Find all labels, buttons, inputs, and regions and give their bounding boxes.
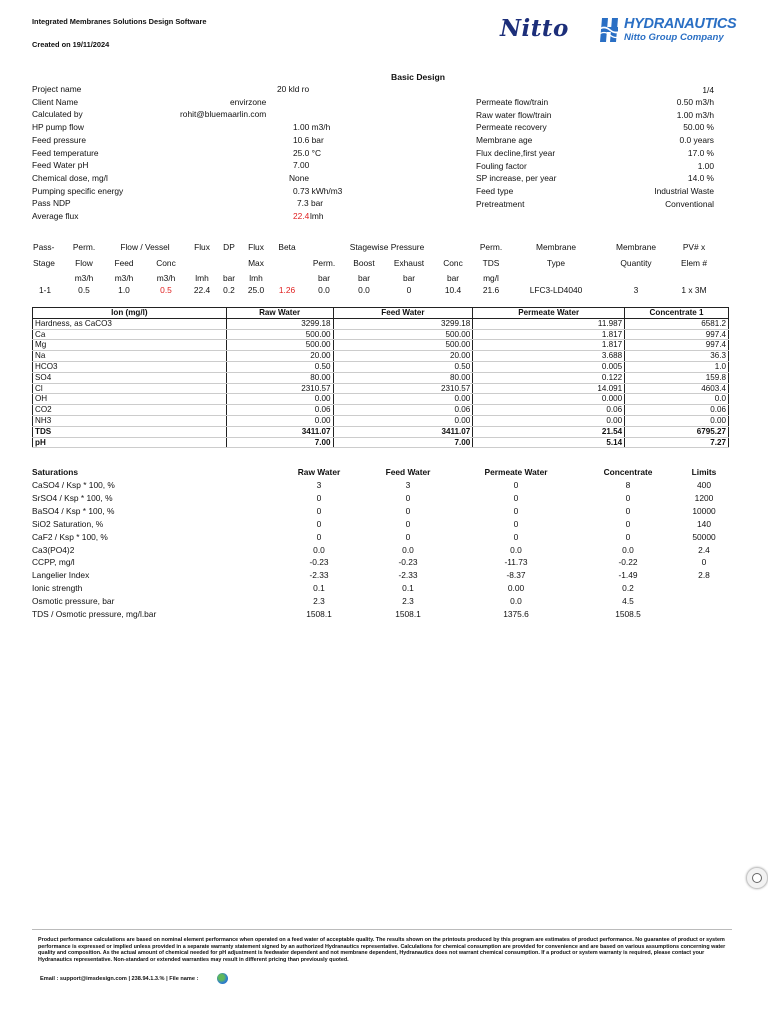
saturation-value: 0 xyxy=(405,492,411,503)
saturation-value: 1508.1 xyxy=(306,609,332,619)
basic-value: 1.00 xyxy=(697,160,714,171)
ion-cell: 500.00 xyxy=(333,340,473,351)
basic-label: Feed type xyxy=(476,185,514,196)
saturation-value: 0.00 xyxy=(507,583,525,594)
basic-value: 7.00 xyxy=(293,160,310,171)
saturation-value: 0.0 xyxy=(622,544,634,555)
saturation-value: 3 xyxy=(316,480,322,490)
ion-cell: 0.00 xyxy=(333,415,473,426)
stage-header: Exhaust xyxy=(393,258,425,268)
stage-cell: 10.4 xyxy=(444,285,462,295)
ion-table-header xyxy=(33,308,729,319)
ion-cell: 1.817 xyxy=(473,329,625,340)
basic-unit: lmh xyxy=(310,211,324,221)
ion-cell: Na xyxy=(33,351,227,362)
basic-value: 17.0 % xyxy=(687,147,714,158)
saturation-value: -1.49 xyxy=(618,570,638,581)
ion-cell: OH xyxy=(33,394,227,405)
ion-cell: 3299.18 xyxy=(226,318,333,329)
stage-cell: 1.26 xyxy=(278,285,296,295)
saturation-value: 4.5 xyxy=(622,596,634,607)
ion-cell: 0.06 xyxy=(226,405,333,416)
saturation-value: 0.0 xyxy=(510,596,522,607)
ion-cell: 6581.2 xyxy=(625,318,729,329)
basic-value: 14.0 % xyxy=(687,173,714,184)
ion-cell: 2310.57 xyxy=(333,383,473,394)
ion-cell: 0.000 xyxy=(473,394,625,405)
stage-header: Stagewise Pressure xyxy=(349,242,425,252)
ion-cell: Ca xyxy=(33,329,227,340)
saturation-value: 0 xyxy=(316,492,322,503)
table-row xyxy=(33,437,729,448)
stage-header: Flow xyxy=(75,258,93,268)
stage-header: bar xyxy=(402,273,416,283)
ion-column-header: Raw Water xyxy=(226,308,333,319)
ion-cell: Cl xyxy=(33,383,227,394)
saturation-label: TDS / Osmotic pressure, mg/l.bar xyxy=(32,609,157,619)
saturation-value: -11.73 xyxy=(504,557,528,568)
table-row xyxy=(33,318,729,329)
stage-header: Membrane xyxy=(615,242,657,252)
saturation-value: 2.4 xyxy=(698,544,710,555)
stage-header: mg/l xyxy=(483,273,499,283)
ion-cell: 0.50 xyxy=(226,361,333,372)
basic-label: HP pump flow xyxy=(32,122,84,133)
ion-cell: Mg xyxy=(33,340,227,351)
table-row xyxy=(33,426,729,437)
stage-header: Pass- xyxy=(33,242,55,252)
ion-cell: 997.4 xyxy=(625,329,729,340)
basic-label: SP increase, per year xyxy=(476,173,557,184)
table-row xyxy=(33,415,729,426)
stage-header: Membrane xyxy=(535,242,577,252)
ion-cell: 6795.27 xyxy=(625,426,729,437)
ion-cell: HCO3 xyxy=(33,361,227,372)
basic-value: None xyxy=(289,172,310,183)
saturation-label: Ionic strength xyxy=(32,583,83,594)
page-number: 1/4 xyxy=(702,85,714,95)
ion-cell: 3411.07 xyxy=(226,426,333,437)
basic-label: Pass NDP xyxy=(32,198,71,209)
saturation-value: 0 xyxy=(513,531,519,542)
basic-label: Feed Water pH xyxy=(32,160,89,171)
ion-cell: 11.987 xyxy=(473,318,625,329)
basic-value: rohit@bluemaarlin.com xyxy=(180,109,267,120)
ion-cell: pH xyxy=(33,437,227,448)
stage-header: Type xyxy=(546,258,566,268)
basic-value: 50.00 % xyxy=(683,122,714,133)
stage-header: Conc xyxy=(156,258,176,268)
basic-value: 1.00 m3/h xyxy=(293,122,331,133)
stage-header: bar xyxy=(357,273,371,283)
stage-cell: 0.0 xyxy=(318,285,330,295)
stage-header: Quantity xyxy=(620,258,652,268)
saturation-value: 10000 xyxy=(692,505,716,516)
ion-cell: 0.06 xyxy=(333,405,473,416)
stage-cell: 1 x 3M xyxy=(681,285,707,295)
saturation-value: 0 xyxy=(513,518,519,529)
ion-cell: 21.54 xyxy=(473,426,625,437)
ion-cell: 4603.4 xyxy=(625,383,729,394)
basic-value: envirzone xyxy=(230,96,267,107)
saturation-value: 0.0 xyxy=(510,544,522,555)
ion-column-header: Feed Water xyxy=(333,308,473,319)
stage-cell: 1.0 xyxy=(118,285,130,295)
hydranautics-tagline: Nitto Group Company xyxy=(624,32,724,43)
saturation-value: 0 xyxy=(405,531,411,542)
ion-cell: 80.00 xyxy=(333,372,473,383)
basic-value: 0.0 years xyxy=(679,135,714,146)
basic-label: Pretreatment xyxy=(476,198,525,209)
table-row xyxy=(33,329,729,340)
saturation-value: 0.2 xyxy=(622,583,634,594)
saturation-value: 0 xyxy=(316,505,322,516)
basic-label: Project name xyxy=(32,84,82,94)
basic-value: 7.3 bar xyxy=(297,198,324,209)
saturation-value: 8 xyxy=(625,480,631,490)
ion-cell: 7.27 xyxy=(625,437,729,448)
basic-label: Client Name xyxy=(32,96,79,107)
saturation-value: 0 xyxy=(513,492,519,503)
saturation-value: -8.37 xyxy=(506,570,526,581)
saturation-value: 0.1 xyxy=(402,583,414,594)
stage-cell: 0 xyxy=(406,285,412,295)
saturation-value: 1508.1 xyxy=(395,609,421,619)
saturation-value: 2.8 xyxy=(698,570,710,581)
ion-cell: Hardness, as CaCO3 xyxy=(33,318,227,329)
saturation-label: Osmotic pressure, bar xyxy=(32,596,115,607)
ion-cell: 14.091 xyxy=(473,383,625,394)
saturation-value: 0.0 xyxy=(313,544,325,555)
ion-cell: NH3 xyxy=(33,415,227,426)
ion-cell: 159.8 xyxy=(625,372,729,383)
stage-header: lmh xyxy=(195,273,209,283)
stage-cell: 21.6 xyxy=(482,285,500,295)
table-row xyxy=(33,383,729,394)
saturation-value: 0 xyxy=(513,480,519,490)
stage-header: Feed xyxy=(114,258,134,268)
saturation-label: CaSO4 / Ksp * 100, % xyxy=(32,480,115,490)
scroll-to-top-button[interactable] xyxy=(746,867,768,889)
basic-label: Permeate recovery xyxy=(476,122,547,133)
ion-cell: 3.688 xyxy=(473,351,625,362)
ion-cell: 0.00 xyxy=(333,394,473,405)
stage-cell: 0.0 xyxy=(358,285,370,295)
stage-header: bar xyxy=(222,273,236,283)
basic-label: Feed temperature xyxy=(32,147,99,158)
footer-divider xyxy=(32,929,732,930)
ion-cell: 20.00 xyxy=(226,351,333,362)
stage-header: TDS xyxy=(482,258,500,268)
ion-cell: 500.00 xyxy=(226,329,333,340)
stage-header: m3/h xyxy=(156,273,176,283)
ion-cell: 7.00 xyxy=(226,437,333,448)
footer-email: Email : support@imsdesign.com | 238.94.1.3.% | File name : xyxy=(40,976,199,982)
stage-header: Beta xyxy=(278,242,296,252)
stage-header: m3/h xyxy=(114,273,134,283)
saturation-value: 0 xyxy=(625,505,631,516)
saturation-label: Langelier Index xyxy=(32,570,90,581)
ion-cell: 0.00 xyxy=(625,415,729,426)
stage-header: DP xyxy=(223,242,235,252)
saturation-value: 0 xyxy=(316,531,322,542)
basic-label: Permeate flow/train xyxy=(476,97,549,107)
saturation-label: BaSO4 / Ksp * 100, % xyxy=(32,505,115,516)
nitto-logo: Nitto xyxy=(500,15,569,42)
basic-label: Average flux xyxy=(32,211,79,221)
saturation-value: 400 xyxy=(697,480,711,490)
stage-header: Max xyxy=(248,258,264,268)
stage-header: Perm. xyxy=(72,242,96,252)
ion-cell: 20.00 xyxy=(333,351,473,362)
basic-value: 25.0 °C xyxy=(293,147,322,158)
saturation-value: -2.33 xyxy=(309,570,329,581)
basic-label: Feed pressure xyxy=(32,134,86,145)
ion-cell: 500.00 xyxy=(226,340,333,351)
saturation-value: 3 xyxy=(405,480,411,490)
ion-cell: 0.50 xyxy=(333,361,473,372)
basic-label: Chemical dose, mg/l xyxy=(32,172,108,183)
saturation-header: Raw Water xyxy=(297,467,341,477)
saturation-value: 0 xyxy=(405,505,411,516)
ion-cell: 2310.57 xyxy=(226,383,333,394)
saturation-header: Limits xyxy=(691,467,717,477)
stage-header: Flux xyxy=(194,242,210,252)
basic-label: Flux decline,first year xyxy=(476,147,556,158)
ion-cell: 7.00 xyxy=(333,437,473,448)
ion-cell: 1.0 xyxy=(625,361,729,372)
saturation-value: -0.22 xyxy=(618,557,638,568)
ion-cell: 3299.18 xyxy=(333,318,473,329)
stage-cell: 0.5 xyxy=(78,285,90,295)
basic-value: 0.73 kWh/m3 xyxy=(293,185,343,196)
created-date: Created on 19/11/2024 xyxy=(32,40,110,49)
ion-cell: 0.06 xyxy=(625,405,729,416)
basic-value: Industrial Waste xyxy=(654,185,714,196)
stage-cell: 0.5 xyxy=(160,285,172,295)
saturation-value: 0 xyxy=(625,518,631,529)
ion-cell: TDS xyxy=(33,426,227,437)
table-row xyxy=(33,394,729,405)
stage-header: m3/h xyxy=(74,273,94,283)
stage-header: bar xyxy=(317,273,331,283)
ion-table xyxy=(32,307,729,448)
saturation-label: Ca3(PO4)2 xyxy=(32,544,75,555)
ion-cell: 997.4 xyxy=(625,340,729,351)
stage-header: lmh xyxy=(249,273,263,283)
ion-cell: 5.14 xyxy=(473,437,625,448)
saturation-value: 2.3 xyxy=(402,596,414,607)
ion-column-header: Concentrate 1 xyxy=(625,308,729,319)
basic-value: 0.50 m3/h xyxy=(676,97,714,107)
saturation-value: 1200 xyxy=(694,492,714,503)
stage-header: Stage xyxy=(33,258,55,268)
table-row xyxy=(33,405,729,416)
ion-cell: 0.122 xyxy=(473,372,625,383)
globe-icon xyxy=(217,973,228,984)
saturation-label: SiO2 Saturation, % xyxy=(32,518,104,529)
ion-cell: SO4 xyxy=(33,372,227,383)
ion-cell: CO2 xyxy=(33,405,227,416)
stage-header: Flux xyxy=(248,242,264,252)
basic-value: 1.00 m3/h xyxy=(676,109,714,120)
saturation-value: 2.3 xyxy=(313,596,325,607)
saturation-value: 0 xyxy=(625,492,631,503)
ion-cell: 0.005 xyxy=(473,361,625,372)
basic-label: Calculated by xyxy=(32,109,83,120)
hydranautics-icon xyxy=(598,16,622,44)
saturation-header: Saturations xyxy=(32,467,79,477)
saturation-value: 1375.6 xyxy=(503,609,529,619)
basic-value: 22.4 xyxy=(293,211,310,221)
saturation-value: 0.1 xyxy=(313,583,325,594)
saturation-header: Permeate Water xyxy=(484,467,548,477)
basic-label: Raw water flow/train xyxy=(476,109,552,120)
stage-header: bar xyxy=(446,273,460,283)
stage-cell: 3 xyxy=(633,285,639,295)
ion-cell: 3411.07 xyxy=(333,426,473,437)
basic-label: Fouling factor xyxy=(476,160,527,171)
saturation-value: 0 xyxy=(701,557,707,568)
saturation-value: 1508.5 xyxy=(615,609,641,619)
saturation-value: 0 xyxy=(316,518,322,529)
hydranautics-logo xyxy=(598,16,737,46)
table-row xyxy=(33,351,729,362)
stage-cell: 22.4 xyxy=(193,285,211,295)
saturation-label: SrSO4 / Ksp * 100, % xyxy=(32,492,113,503)
ion-cell: 0.06 xyxy=(473,405,625,416)
stage-header: Perm. xyxy=(479,242,503,252)
saturation-value: 0 xyxy=(405,518,411,529)
basic-value: 20 kld ro xyxy=(277,84,310,94)
stage-header: Boost xyxy=(353,258,375,268)
stage-header: Elem # xyxy=(680,258,708,268)
stage-header: PV# x xyxy=(682,242,706,252)
saturation-label: CaF2 / Ksp * 100, % xyxy=(32,531,108,542)
ion-cell: 36.3 xyxy=(625,351,729,362)
table-row xyxy=(33,340,729,351)
hydranautics-wordmark: HYDRANAUTICS xyxy=(624,16,737,32)
ion-cell: 0.00 xyxy=(226,394,333,405)
ion-cell: 0.00 xyxy=(226,415,333,426)
stage-cell: 0.2 xyxy=(223,285,235,295)
ion-cell: 0.0 xyxy=(625,394,729,405)
ion-column-header: Ion (mg/l) xyxy=(33,308,227,319)
saturation-value: 0 xyxy=(625,531,631,542)
saturation-value: -2.33 xyxy=(398,570,418,581)
saturation-value: 0.0 xyxy=(402,544,414,555)
ion-cell: 1.817 xyxy=(473,340,625,351)
saturation-value: 50000 xyxy=(692,531,716,542)
basic-design-title: Basic Design xyxy=(391,72,445,82)
stage-cell: LFC3-LD4040 xyxy=(529,285,583,295)
ion-cell: 500.00 xyxy=(333,329,473,340)
disclaimer-text: Product performance calculations are based on nominal element performance when operated on a feed water of acceptable quality. The results shown on the printouts produced by this program are estimates of product performance. No guarantee of product or system performance is expressed or implied unless provided in a separate warranty statement signed by an authorized Hydranautics representative. Calculations for chemical consumption are provided for convenience and are based on various assumptions concerning water quality and composition. As the actual amount of chemical needed for pH adjustment is feedwater dependent and not membrane dependent, Hydranautics does not warrant chemical consumption. If a product or system warranty is required, please contact your Hydranautics representative. Non-standard or extended warranties may result in different pricing than previously quoted. xyxy=(38,937,726,963)
basic-value: Conventional xyxy=(665,198,714,209)
saturation-header: Concentrate xyxy=(603,467,653,477)
stage-header: Perm. xyxy=(312,258,336,268)
stage-cell: 25.0 xyxy=(247,285,265,295)
table-row xyxy=(33,372,729,383)
saturation-value: 0 xyxy=(513,505,519,516)
ion-column-header: Permeate Water xyxy=(473,308,625,319)
software-title: Integrated Membranes Solutions Design Software xyxy=(32,17,207,26)
basic-value: 10.6 bar xyxy=(293,134,324,145)
basic-label: Pumping specific energy xyxy=(32,185,124,196)
saturation-value: -0.23 xyxy=(398,557,418,568)
stage-header: Flow / Vessel xyxy=(120,242,170,252)
basic-label: Membrane age xyxy=(476,135,533,146)
ion-cell: 0.00 xyxy=(473,415,625,426)
stage-cell: 1-1 xyxy=(38,285,52,295)
ion-cell: 80.00 xyxy=(226,372,333,383)
saturation-header: Feed Water xyxy=(385,467,431,477)
table-row xyxy=(33,361,729,372)
saturation-value: -0.23 xyxy=(309,557,329,568)
saturation-label: CCPP, mg/l xyxy=(32,557,75,568)
saturation-value: 140 xyxy=(697,518,711,529)
circle-icon xyxy=(752,873,762,883)
stage-header: Conc xyxy=(443,258,463,268)
